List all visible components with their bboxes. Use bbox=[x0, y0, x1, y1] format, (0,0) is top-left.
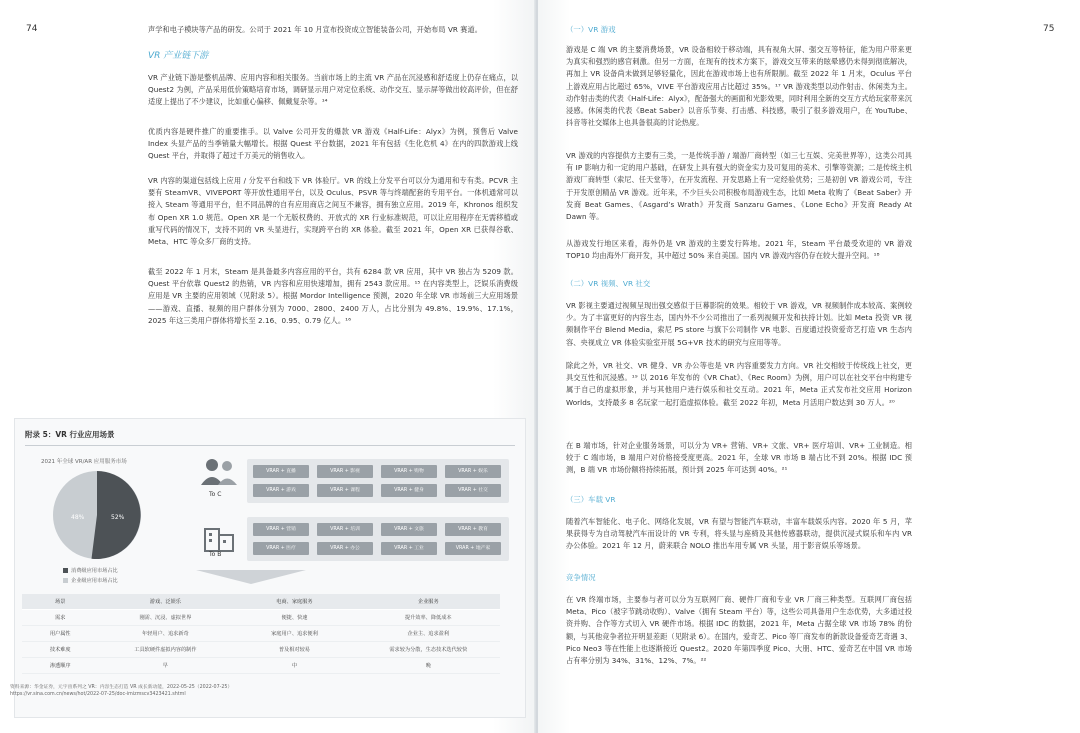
paragraph: 优质内容是硬件推广的重要推手。以 Valve 公司开发的爆款 VR 游戏《Half-Life：Alyx》为例，预售后 Valve Index 头显产品的当季销量大幅增长。根据 Quest 平台数据，2021 年有包括《生化危机 4》在内的四款游戏上线 Quest 平台，并取得了超过千万美元的销售收入。 bbox=[148, 127, 518, 161]
paragraph: 从游戏发行地区来看，海外仍是 VR 游戏的主要发行阵地。2021 年，Steam 平台最受欢迎的 VR 游戏 TOP10 均由海外厂商开发，其中超过 50% 来自美国。国内 VR 游戏内容仍存在较大提升空间。¹⁸ bbox=[566, 239, 912, 261]
scenario-chip: VRAR + 购物 bbox=[381, 465, 437, 478]
legend-swatch bbox=[63, 578, 68, 583]
market-share-pie bbox=[51, 469, 143, 561]
to-c-scenarios bbox=[247, 459, 509, 503]
scenario-chip: VRAR + 直播 bbox=[253, 465, 309, 478]
table-cell: 家庭用户、追求便利 bbox=[232, 626, 356, 642]
table-cell: 技术难度 bbox=[22, 642, 98, 658]
table-cell: 晚 bbox=[357, 658, 500, 674]
legend-swatch bbox=[63, 568, 68, 573]
paragraph: 在 VR 终端市场，主要参与者可以分为互联网厂商、硬件厂商和专业 VR 厂商三种类型。互联网厂商包括 Meta、Pico（被字节跳动收购）、Valve（拥有 Steam 平台）等，这些公司具备用户生态优势，大多通过投资并购、合作等方式切入 VR 硬件市场。根据 IDC 的数据，2021 年，Meta 占据全球 VR 市场 78% 的份额，与其他竞争者拉开明显差距（见附录 6）。在国内，爱奇艺、Pico 等厂商发布的新款设备爱奇艺奇遇 3、Pico Neo3 等在性能上也逐渐接近 Quest2。2020 年第四季度 Pico、大朋、HTC、爱奇艺在中国 VR 市场占有率分别为 34%、31%、12%、7%。²² bbox=[566, 595, 912, 666]
consumer-users-icon bbox=[199, 457, 239, 487]
table-cell: 用户属性 bbox=[22, 626, 98, 642]
table-cell: 刚需、沉浸、虚拟世界 bbox=[98, 610, 232, 626]
paragraph: 随着汽车智能化、电子化、网络化发展，VR 有望与智能汽车联动，丰富车载娱乐内容。2020 年 5 月，苹果获得专为自动驾驶汽车而设计的 VR 专利，将头显与座椅及其他传感器联动，提供沉浸式娱乐和车内 VR 办公体验。2021 年 12 月，蔚来联合 NOLO 推出车用专属 VR 头显，用于影音娱乐等场景。 bbox=[566, 517, 912, 551]
table-row bbox=[22, 658, 500, 674]
to-b-scenarios bbox=[247, 517, 509, 561]
table-cell: 需求 bbox=[22, 610, 98, 626]
scenario-chip: VRAR + 社交 bbox=[445, 484, 501, 497]
table-row bbox=[22, 610, 500, 626]
scenario-comparison-table bbox=[22, 594, 500, 674]
table-row bbox=[22, 642, 500, 658]
section-title-downstream: VR 产业链下游 bbox=[148, 51, 209, 61]
scenario-chip: VRAR + 影视 bbox=[317, 465, 373, 478]
table-cell: 早 bbox=[98, 658, 232, 674]
scenario-chip: VRAR + 医疗 bbox=[253, 542, 309, 555]
scenario-chip: VRAR + 办公 bbox=[317, 542, 373, 555]
paragraph: 游戏是 C 端 VR 的主要消费场景，VR 设备相较于移动端，具有视角大屏、强交互等特征，能为用户带来更为真实和强烈的感官刺激。但另一方面，在现有的技术方案下，游戏交互带来的眩晕感仍未得到彻底解决，再加上 VR 设备尚未做到足够轻量化，因此在游戏市场上也有所限制。截至 2022 年 1 月末，Oculus 平台上游戏应用占比超过 65%，VIVE 平台游戏应用占比超过 35%。¹⁷ VR 游戏类型以动作射击、休闲类为主。动作射击类的代表《Half-Life：Alyx》，配备强大的画面和光影效果，同时利用全新的交互方式给玩家带来沉浸感。休闲类的代表《Beat Saber》以音乐节奏、打击感、科技感，吸引了很多游戏用户，在 YouTube、抖音等社交媒体上也具备很高的讨论热度。 bbox=[566, 45, 912, 128]
table-cell: 渗透顺序 bbox=[22, 658, 98, 674]
pie-label-enterprise: 52% bbox=[111, 514, 125, 521]
paragraph: 截至 2022 年 1 月末，Steam 是具备最多内容应用的平台，共有 6284 款 VR 应用，其中 VR 独占为 5209 款。Quest 平台依靠 Quest2 的热销，VR 内容和应用快速增加，拥有 2543 款应用。¹⁵ 在内容类型上，泛娱乐消费级应用是 VR 主要的应用领域（见附录 5）。根据 Mordor Intelligence 预测，2020 年全球 VR 市场前三大应用场景——游戏、直播、视频的用户群体分别为 7000、2800、2400 万人，占比分别为 49.8%、19.9%、17.1%，2025 年这三类用户群体将增长至 2.16、0.95、0.79 亿人。¹⁶ bbox=[148, 267, 518, 325]
table-cell: 提升效率、降低成本 bbox=[357, 610, 500, 626]
subsection-title: （二）VR 视频、VR 社交 bbox=[566, 279, 651, 288]
to-b-label: To B bbox=[209, 551, 222, 558]
table-cell: 普及相对较易 bbox=[232, 642, 356, 658]
scenario-chip: VRAR + 地产家 bbox=[445, 542, 501, 555]
table-header: 场景 bbox=[22, 594, 98, 610]
right-page bbox=[538, 0, 1080, 733]
intro-line: 声学和电子模块等产品的研发。公司于 2021 年 10 月宣布投资成立智能装备公司，开始布局 VR 赛道。 bbox=[148, 25, 483, 34]
scenario-chip: VRAR + 健身 bbox=[381, 484, 437, 497]
enterprise-building-icon bbox=[201, 523, 237, 553]
table-cell: 便捷、快速 bbox=[232, 610, 356, 626]
figure-source: 资料来源：华金证券，元宇宙系列之 VR：内容生态打造 VR 成长新动能，2022-05-25（2022-07-25）https://vr.sina.com.cn/news/hot/2022-07-25/doc-imizmscv3423421.shtml bbox=[10, 685, 233, 697]
table-header-row bbox=[22, 594, 500, 610]
subsection-title: （三）车载 VR bbox=[566, 495, 616, 504]
scenario-chip: VRAR + 文旅 bbox=[381, 523, 437, 536]
scenario-chip: VRAR + 游戏 bbox=[253, 484, 309, 497]
pie-caption: 2021 年全球 VR/AR 应用服务市场 bbox=[41, 459, 127, 465]
to-c-label: To C bbox=[209, 491, 222, 498]
left-page-number: 74 bbox=[26, 24, 38, 34]
table-cell: 需求较为分散，生态技术迭代较快 bbox=[357, 642, 500, 658]
scenario-chip: VRAR + 工业 bbox=[381, 542, 437, 555]
right-page-number: 75 bbox=[1043, 24, 1055, 34]
pie-label-consumer: 48% bbox=[71, 514, 85, 521]
figure-title: 附录 5：VR 行业应用场景 bbox=[25, 430, 115, 439]
table-cell: 年轻用户、追求新奇 bbox=[98, 626, 232, 642]
table-cell: 企业主、追求盈利 bbox=[357, 626, 500, 642]
scenario-chip: VRAR + 培训 bbox=[317, 523, 373, 536]
paragraph: VR 内容的渠道包括线上应用 / 分发平台和线下 VR 体验厅。VR 的线上分发平台可以分为通用和专有类。PCVR 主要有 SteamVR、VIVEPORT 等开放性通用平台，以及 Oculus、PSVR 等与终端配套的专用平台。一体机通常可以接入 Steam 等通用平台，但不同品牌的自有应用商店之间互不兼容，拥有独立应用。2019 年，Khronos 组织发布 Open XR 1.0 规范。Open XR 是一个无版权费的、开放式的 XR 行业标准规范，可以让应用程序在无需移植或重写代码的情况下，支持不同的 VR 头显进行，实现跨平台的 XR 体验。截至 2021 年，Open XR 已获得谷歌、Meta、HTC 等众多厂商的支持。 bbox=[148, 176, 518, 247]
table-row bbox=[22, 626, 500, 642]
left-page bbox=[0, 0, 536, 733]
table-cell: 中 bbox=[232, 658, 356, 674]
table-header: 电商、家庭服务 bbox=[232, 594, 356, 610]
header-tag: （一）VR 游戏 bbox=[566, 25, 616, 34]
paragraph: 在 B 端市场，针对企业服务场景，可以分为 VR+ 营销、VR+ 文旅、VR+ 医疗培训、VR+ 工业制造。相较于 C 端市场，B 端用户对价格接受度更高。2021 年，全球 VR 市场 B 端占比不到 20%。根据 IDC 预测，B 端 VR 市场份额将持续拓展，预计到 2025 年可达到 40%。²¹ bbox=[566, 441, 912, 475]
table-header: 企业服务 bbox=[357, 594, 500, 610]
scenario-chip: VRAR + 营销 bbox=[253, 523, 309, 536]
paragraph: 除此之外，VR 社交、VR 健身、VR 办公等也是 VR 内容重要发力方向。VR 社交相较于传统线上社交，更具交互性和沉浸感。¹⁹ 以 2016 年发布的《VR Chat》、《Rec Room》为例，用户可以在社交平台中构建专属于自己的虚拟形象，并与其他用户进行娱乐和社交互动。2021 年，Meta 正式发布社交应用 Horizon Worlds，支持最多 8 名玩家一起打造虚拟体验。截至 2022 年初，Meta 月活用户数达到 30 万人。²⁰ bbox=[566, 361, 912, 407]
paragraph: VR 影视主要通过视频呈现出强交感似于巨幕影院的效果。相较于 VR 游戏，VR 视频制作成本较高、案例较少。为了丰富更好的内容生态，国内外不少公司推出了一系列视频开发和扶持计划。比如 Meta 投资 VR 视频制作平台 Blend Media，索尼 PS store 与旗下公司制作 VR 电影、百度通过投资爱奇艺打造 VR 生态内容、央视成立 VR 体验实验室开展 5G+VR 技术的研究与应用等等。 bbox=[566, 301, 912, 347]
legend-item: 消费级应用市场占比 bbox=[63, 567, 118, 574]
scenario-chip: VRAR + 教育 bbox=[445, 523, 501, 536]
paragraph: VR 产业链下游是整机品牌、应用内容和相关服务。当前市场上的主流 VR 产品在沉浸感和舒适度上仍存在痛点，以 Quest2 为例，产品采用低价策略培育市场，调研显示用户对定位系统、动作交互、显示屏等做出较高评价，但在舒适度上提出了不少建议，比如重心偏移、佩戴复杂等。¹⁴ bbox=[148, 73, 518, 107]
subsection-title: 竞争情况 bbox=[566, 573, 596, 582]
paragraph: VR 游戏的内容提供方主要有三类，一是传统手游 / 端游厂商转型（如三七互娱、完美世界等），这类公司具有 IP 影响力和一定的用户基础，在研发上具有强大的资金实力及可复用的美术、引擎等资源；二是传统主机游戏厂商转型（索尼、任天堂等），在开发流程、开发思路上有一定经验优势；三是初创 VR 游戏公司，专注于开发原创精品 VR 游戏。近年来，不少巨头公司积极布局游戏生态，比如 Meta 收购了《Beat Saber》开发商 Beat Games、《Asgard’s Wrath》开发商 Sanzaru Games、《Lone Echo》开发商 Ready At Dawn 等。 bbox=[566, 151, 912, 222]
figure-divider bbox=[25, 445, 515, 446]
scenario-chip: VRAR + 娱乐 bbox=[445, 465, 501, 478]
table-header: 游戏、泛娱乐 bbox=[98, 594, 232, 610]
table-cell: 工具软硬件虚拟内容的制作 bbox=[98, 642, 232, 658]
scenario-chip: VRAR + 课程 bbox=[317, 484, 373, 497]
legend-item: 企业级应用市场占比 bbox=[63, 577, 118, 584]
